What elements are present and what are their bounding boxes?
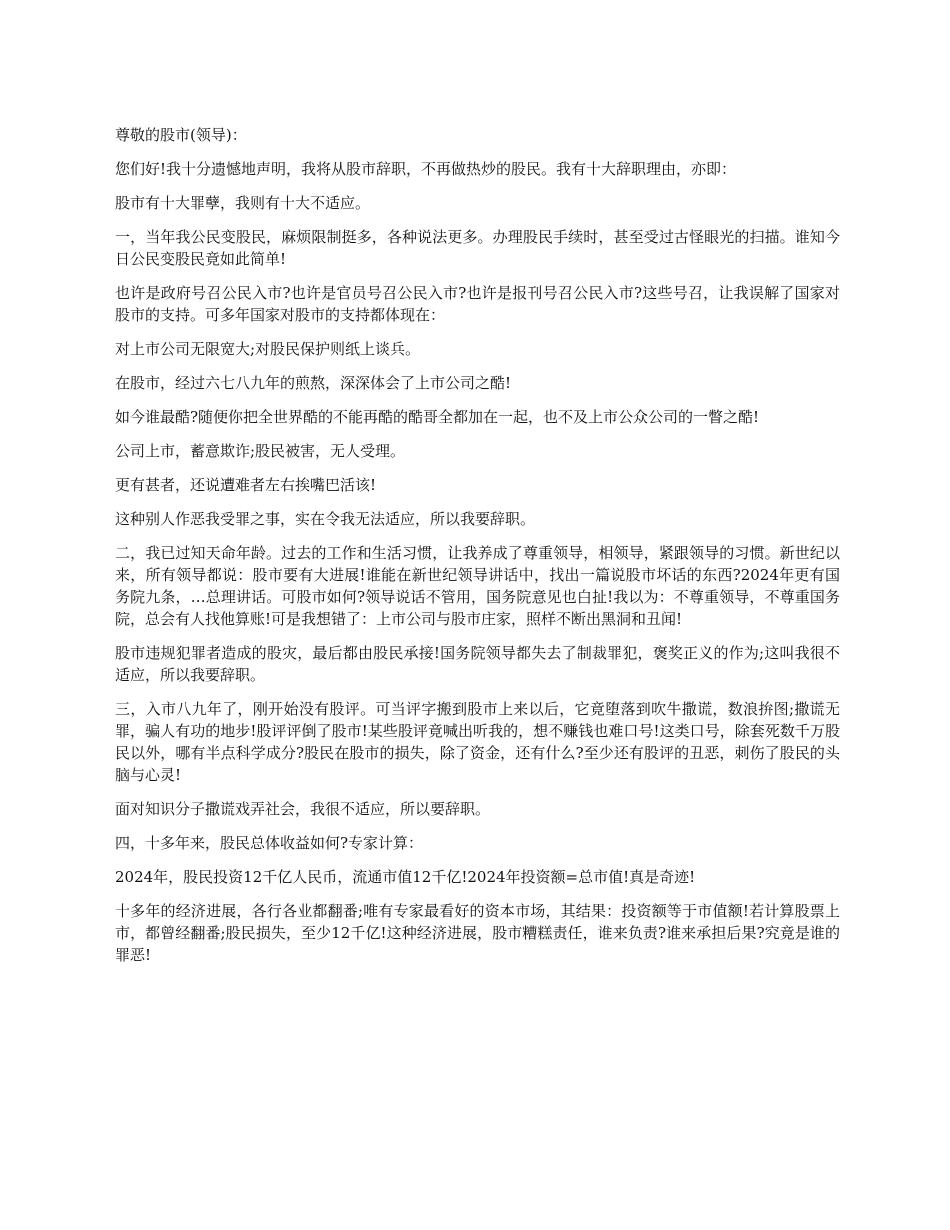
paragraph: 对上市公司无限宽大;对股民保护则纸上谈兵。 [115,340,421,358]
paragraph: 也许是政府号召公民入市?也许是官员号召公民入市?也许是报刊号召公民入市?这些号召，让我误解了国家对股市的支持。可多年国家对股市的支持都体现在： [115,284,840,324]
paragraph: 二，我已过知天命年龄。过去的工作和生活习惯，让我养成了尊重领导，相领导，紧跟领导的习惯。新世纪以来，所有领导都说：股市要有大进展!谁能在新世纪领导讲话中，找出一篇说股市坏话的东西?2024年更有国务院九条，…总理讲话。可股市如何?领导说话不管用，国务院意见也白扯!我以为：不尊重领导，不尊重国务院，总会有人找他算账!可是我想错了：上市公司与股市庄家，照样不断出黑洞和丑闻! [115,544,840,628]
paragraph: 如今谁最酷?随便你把全世界酷的不能再酷的酷哥全都加在一起，也不及上市公众公司的一瞥之酷! [115,408,760,426]
paragraph: 股市违规犯罪者造成的股灾，最后都由股民承接!国务院领导都失去了制裁罪犯，褒奖正义的作为;这叫我很不适应，所以我要辞职。 [115,644,840,684]
paragraph: 在股市，经过六七八九年的煎熬，深深体会了上市公司之酷! [115,374,512,392]
paragraph: 2024年，股民投资12千亿人民币，流通市值12千亿!2024年投资额=总市值!真是奇迹! [115,868,696,886]
paragraph: 一，当年我公民变股民，麻烦限制挺多，各种说法更多。办理股民手续时，甚至受过古怪眼光的扫描。谁知今日公民变股民竟如此简单! [115,228,840,268]
document-body [115,124,840,978]
paragraph: 三，入市八九年了，刚开始没有股评。可当评字搬到股市上来以后，它竟堕落到吹牛撒谎，数浪拚图;撒谎无罪，骗人有功的地步!股评评倒了股市!某些股评竟喊出听我的，想不赚钱也难口号!这类口号，除套死数千万股民以外，哪有半点科学成分?股民在股市的损失，除了资金，还有什么?至少还有股评的丑恶，刺伤了股民的头脑与心灵! [115,700,840,784]
paragraph: 股市有十大罪孽，我则有十大不适应。 [115,194,371,212]
paragraph: 更有甚者，还说遭难者左右挨嘴巴活该! [115,476,377,494]
paragraph: 四，十多年来，股民总体收益如何?专家计算： [115,834,424,852]
paragraph: 这种别人作恶我受罪之事，实在令我无法适应，所以我要辞职。 [115,510,536,528]
greeting: 尊敬的股市(领导)： [115,126,247,144]
paragraph: 公司上市，蓄意欺诈;股民被害，无人受理。 [115,442,406,460]
paragraph: 面对知识分子撒谎戏弄社会，我很不适应，所以要辞职。 [115,800,491,818]
paragraph: 您们好!我十分遗憾地声明，我将从股市辞职，不再做热炒的股民。我有十大辞职理由，亦即： [115,160,737,178]
paragraph: 十多年的经济进展，各行各业都翻番;唯有专家最看好的资本市场，其结果：投资额等于市值额!若计算股票上市，都曾经翻番;股民损失，至少12千亿!这种经济进展，股市糟糕责任，谁来负责?谁来承担后果?究竟是谁的罪恶! [115,902,840,964]
